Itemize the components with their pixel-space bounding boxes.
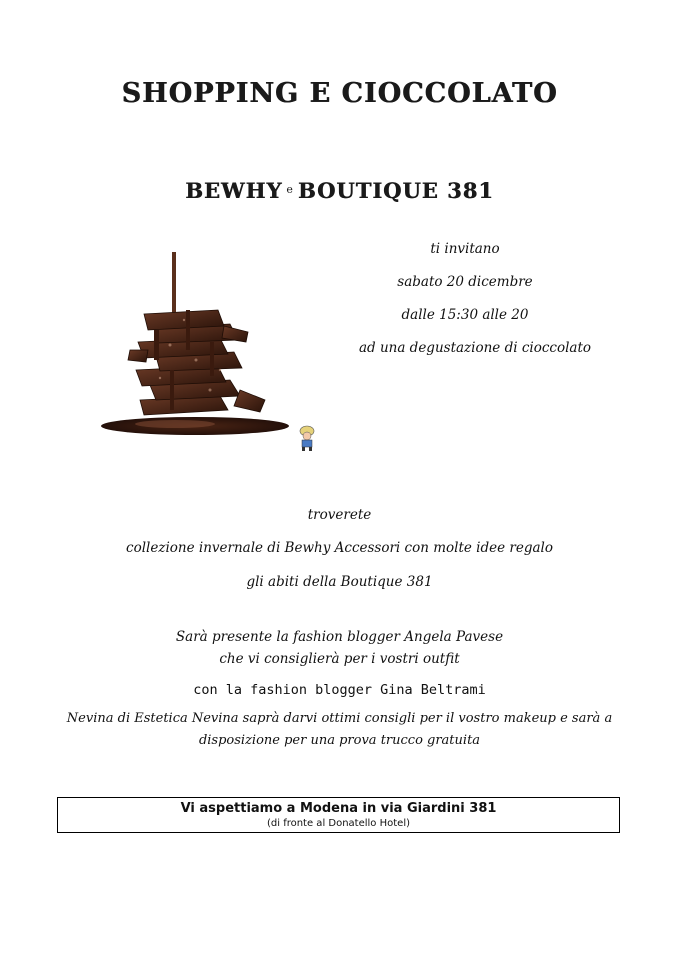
address-main: Vi aspettiamo a Modena in via Giardini 381	[180, 801, 497, 816]
poster-title: SHOPPING E CIOCCOLATO	[121, 78, 558, 109]
host-bewhy: BEWHY	[185, 178, 283, 203]
invite-line-4: ad una degustazione di cioccolato	[358, 340, 592, 356]
find-item-2: gli abiti della Boutique 381	[246, 574, 433, 590]
invite-line-2: sabato 20 dicembre	[397, 274, 533, 290]
makeup-line-2: disposizione per una prova trucco gratuita	[198, 733, 481, 748]
address-note: (di fronte al Donatello Hotel)	[266, 818, 410, 829]
makeup-line-1: Nevina di Estetica Nevina saprà darvi ottimi consigli per il vostro makeup e sarà a	[66, 711, 613, 726]
find-heading: troverete	[307, 507, 372, 523]
chocolate-image	[100, 250, 300, 440]
find-item-1: collezione invernale di Bewhy Accessori con molte idee regalo	[126, 540, 553, 556]
address-box	[57, 797, 620, 833]
hosts-line	[0, 178, 679, 203]
blogger-line-1: Sarà presente la fashion blogger Angela Pavese	[175, 629, 504, 645]
mascot-image	[296, 424, 318, 452]
invite-line-1: ti invitano	[430, 241, 500, 257]
host-joiner: e	[286, 183, 294, 196]
invite-line-3: dalle 15:30 alle 20	[401, 307, 529, 323]
host-boutique: BOUTIQUE 381	[297, 178, 494, 203]
blogger-line-3: con la fashion blogger Gina Beltrami	[193, 682, 486, 698]
blogger-line-2: che vi consiglierà per i vostri outfit	[219, 651, 460, 667]
